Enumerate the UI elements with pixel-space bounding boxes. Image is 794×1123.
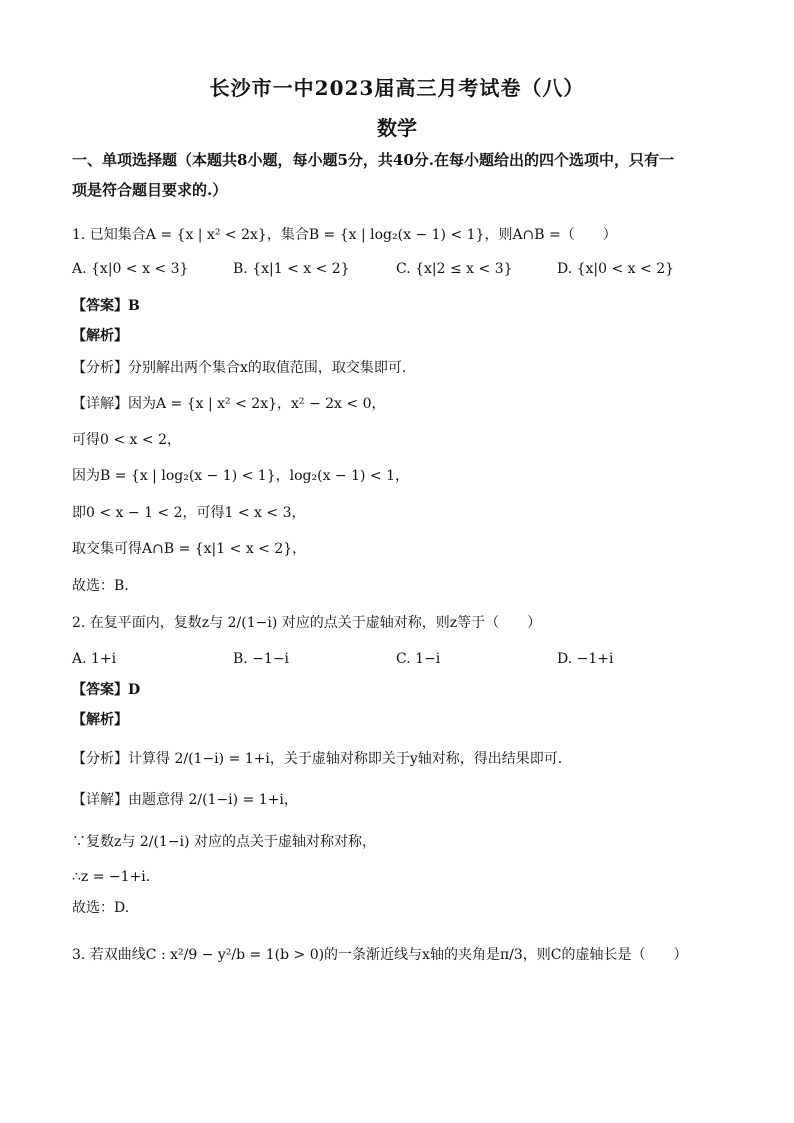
q1-detail-2: 可得0 < x < 2， [72, 432, 181, 448]
q2-option-b: B. −1−i [233, 651, 290, 667]
q2-detail-3: ∴z = −1+i. [72, 869, 151, 885]
q2-option-a: A. 1+i [72, 651, 117, 667]
section-heading-line2: 项是符合题目要求的.） [72, 181, 228, 199]
q2-detail-2: ∵复数z与 2/(1−i) 对应的点关于虚轴对称对称， [72, 834, 376, 850]
q2-fenxi: 【分析】计算得 2/(1−i) = 1+i，关于虚轴对称即关于y轴对称，得出结果即可. [72, 751, 563, 767]
q2-analysis-label: 【解析】 [72, 712, 128, 728]
section-heading-line1: 一、单项选择题（本题共8小题，每小题5分，共40分.在每小题给出的四个选项中，只有一 [72, 151, 674, 169]
q2-stem: 2. 在复平面内，复数z与 2/(1−i) 对应的点关于虚轴对称，则z等于（ ） [72, 615, 542, 631]
q1-option-c: C. {x|2 ≤ x < 3} [396, 261, 513, 277]
q1-detail-6: 故选：B. [72, 578, 129, 594]
q2-detail-1: 【详解】由题意得 2/(1−i) = 1+i， [72, 792, 298, 808]
q2-detail-4: 故选：D. [72, 900, 130, 916]
q1-option-b: B. {x|1 < x < 2} [233, 261, 350, 277]
q1-option-d: D. {x|0 < x < 2} [557, 261, 675, 277]
q1-detail-1: 【详解】因为A = {x | x² < 2x}，x² − 2x < 0， [72, 396, 386, 412]
q1-detail-5: 取交集可得A∩B = {x|1 < x < 2}， [72, 541, 307, 557]
q1-stem: 1. 已知集合A = {x | x² < 2x}，集合B = {x | log₂(x − 1) < 1}，则A∩B =（ ） [72, 227, 617, 243]
q1-detail-4: 即0 < x − 1 < 2，可得1 < x < 3， [72, 505, 306, 521]
q2-answer: 【答案】D [72, 682, 141, 698]
subject-heading: 数学 [377, 116, 417, 140]
q2-option-c: C. 1−i [396, 651, 441, 667]
q1-fenxi: 【分析】分别解出两个集合x的取值范围，取交集即可. [72, 360, 407, 376]
q1-analysis-label: 【解析】 [72, 328, 128, 344]
q1-detail-3: 因为B = {x | log₂(x − 1) < 1}，log₂(x − 1) < 1， [72, 468, 409, 484]
q3-stem: 3. 若双曲线C : x²/9 − y²/b = 1(b > 0)的一条渐近线与x轴的夹角是π/3，则C的虚轴长是（ ） [72, 947, 688, 963]
q1-answer: 【答案】B [72, 298, 140, 314]
page-title: 长沙市一中2023届高三月考试卷（八） [209, 76, 585, 100]
q2-option-d: D. −1+i [557, 651, 614, 667]
q1-option-a: A. {x|0 < x < 3} [72, 261, 189, 277]
